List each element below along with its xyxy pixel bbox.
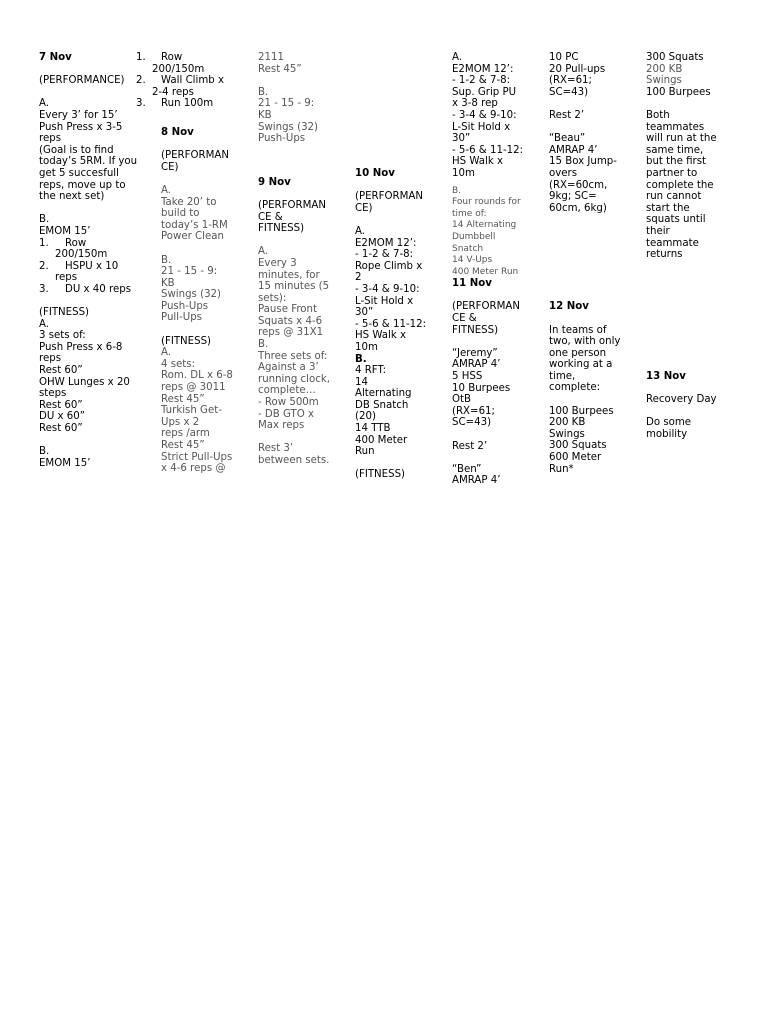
day-section-9-nov (258, 177, 353, 467)
text-line: A. (355, 225, 366, 237)
text-line: FITNESS) (258, 223, 305, 235)
text-line: two, with only (549, 336, 621, 348)
text-line: A. (161, 184, 172, 196)
text-line (549, 122, 641, 134)
text-line: (FITNESS) (161, 335, 212, 347)
day-section-12-nov (549, 301, 641, 475)
text-line (161, 139, 236, 151)
text-line: complete the (646, 179, 714, 191)
day-title-12-nov: 12 Nov (549, 301, 589, 313)
text-line: 10m (355, 341, 378, 353)
column-10-nov (355, 168, 447, 481)
text-line: CE) (161, 161, 179, 173)
text-line (39, 435, 135, 447)
text-line: Rest 60” (39, 365, 83, 377)
text-line: Rope Climb x (355, 260, 423, 272)
text-line (161, 173, 236, 185)
text-line: Push Press x 6-8 (39, 341, 123, 353)
text-line: overs (549, 167, 578, 179)
text-line: 400 Meter Run (452, 266, 519, 277)
text-line: partner to (646, 167, 698, 179)
text-line (452, 336, 544, 348)
text-line: Alternating (355, 388, 412, 400)
list-item: 1. Row 200/150m (136, 52, 205, 75)
text-line: A. (39, 318, 50, 330)
text-line: FITNESS) (452, 324, 499, 336)
text-line (549, 98, 641, 110)
text-line: Swings (549, 428, 585, 440)
text-line: - 1-2 & 7-8: (355, 249, 414, 261)
text-line (258, 75, 353, 87)
list-item: 2. Wall Climb x 2-4 reps (136, 75, 224, 98)
text-line: OtB (452, 394, 472, 406)
text-line: 10 Burpees (452, 382, 511, 394)
text-line: 21 - 15 - 9: (161, 266, 218, 278)
text-line: E2MOM 12’: (452, 63, 514, 75)
text-line: A. (452, 52, 463, 63)
text-line: A. (161, 347, 172, 359)
text-line: (PERFORMAN (355, 191, 423, 203)
column-11-nov (452, 52, 544, 487)
text-line: SC=43) (452, 417, 492, 429)
text-line: 9kg; SC= (549, 191, 597, 203)
text-line: (PERFORMAN (161, 150, 229, 162)
text-line: between sets. (258, 455, 330, 466)
text-line (161, 324, 236, 336)
day-title-13-nov: 13 Nov (646, 370, 686, 382)
text-line: Strict Pull-Ups (161, 451, 233, 463)
text-line (161, 243, 236, 255)
text-line: Both (646, 109, 670, 121)
text-line: “Beau” (549, 133, 586, 145)
text-line: A. (39, 98, 50, 110)
text-line: B. (161, 254, 172, 266)
text-line: B. (39, 214, 50, 226)
text-line: 20 Pull-ups (549, 63, 606, 75)
text-line: E2MOM 12’: (355, 237, 417, 249)
day-title-10-nov: 10 Nov (355, 168, 395, 179)
text-line: Turkish Get- (161, 405, 222, 417)
text-line: 300 Squats (549, 440, 607, 452)
text-line: the next set) (39, 191, 105, 203)
text-line: B. (39, 446, 50, 458)
text-line: Ups x 2 (161, 416, 200, 428)
text-line: Every 3 (258, 257, 297, 269)
column-8-nov (136, 52, 236, 475)
text-line: - 5-6 & 11-12: (452, 144, 524, 156)
text-line: Pull-Ups (161, 312, 202, 324)
text-line: complete: (549, 382, 601, 394)
day-section-8-nov (136, 127, 236, 475)
text-line: In teams of (549, 324, 607, 336)
text-line: - 1-2 & 7-8: (452, 75, 511, 87)
text-line (258, 188, 353, 200)
text-line: Rest 2’ (452, 440, 488, 452)
text-line: time, (549, 370, 576, 382)
text-line: KB (258, 109, 272, 121)
text-line: (PERFORMAN (452, 301, 520, 313)
list-item: 1. Row 200/150m (39, 237, 108, 261)
text-line (39, 64, 135, 76)
text-line: KB (161, 277, 175, 289)
text-line: 100 Burpees (646, 86, 711, 98)
text-line: 14 V-Ups (452, 255, 493, 266)
text-line: same time, (646, 144, 704, 156)
text-line: “Ben” (452, 463, 482, 475)
text-line: (PERFORMANCE) (39, 75, 125, 87)
text-line (549, 313, 641, 325)
text-line: build to (161, 208, 200, 220)
text-line: x 4-6 reps @ (161, 463, 226, 475)
text-line: today’s 5RM. If you (39, 156, 138, 168)
text-line: 14 Alternating (452, 220, 517, 231)
text-line: mobility (646, 428, 688, 440)
text-line: minutes, for (258, 269, 320, 281)
text-line: 5 HSS (452, 371, 483, 383)
text-line: 200 KB (646, 63, 683, 75)
text-line: sets): (258, 292, 287, 304)
text-line (549, 394, 641, 406)
text-line: reps @ 31X1 (258, 327, 324, 339)
text-line: 14 TTB (355, 423, 391, 435)
text-line: - 3-4 & 9-10: (355, 283, 420, 295)
text-line: get 5 succesfull (39, 167, 119, 179)
text-line (646, 382, 746, 394)
text-line: 2111 (258, 52, 284, 63)
text-line: “Jeremy” (452, 347, 498, 359)
text-line (355, 458, 447, 470)
text-line: CE & (452, 313, 477, 325)
day-section-13-nov (646, 371, 746, 441)
text-line: HS Walk x (355, 330, 407, 342)
text-line (39, 295, 135, 307)
text-line: start the (646, 202, 690, 214)
text-line: Recovery Day (646, 393, 717, 405)
text-line: 10 PC (549, 52, 579, 63)
text-line: Sup. Grip PU (452, 86, 517, 98)
text-line: AMRAP 4’ (452, 475, 501, 487)
list-item: 2. HSPU x 10 reps (39, 260, 119, 284)
text-line: Snatch (452, 243, 484, 254)
text-line: 2 (355, 272, 362, 284)
text-line: Rest 60” (39, 399, 83, 411)
text-line: 4 RFT: (355, 365, 387, 377)
text-line: - DB GTO x (258, 408, 315, 420)
text-line: squats until (646, 214, 706, 226)
text-line: teammate (646, 237, 699, 249)
column-12-nov (549, 52, 641, 475)
text-line: run cannot (646, 191, 702, 203)
text-line: EMOM 15’ (39, 457, 91, 469)
text-line: AMRAP 4’ (549, 144, 598, 156)
text-line: x 3-8 rep (452, 98, 498, 110)
text-line: HS Walk x (452, 156, 504, 168)
text-line: Rest 60” (39, 423, 83, 434)
text-line: A. (258, 246, 269, 258)
text-line: - 3-4 & 9-10: (452, 109, 517, 121)
column-13-nov (646, 52, 746, 440)
text-line: teammates (646, 121, 705, 133)
text-line: one person (549, 347, 607, 359)
text-line: - 5-6 & 11-12: (355, 318, 427, 330)
text-line: (PERFORMAN (258, 199, 326, 211)
text-line (258, 432, 353, 444)
text-line: (FITNESS) (39, 307, 90, 319)
text-line: AMRAP 4’ (452, 359, 501, 371)
text-line: Swings (32) (258, 121, 319, 133)
text-line: Do some (646, 417, 692, 429)
text-line: reps @ 3011 (161, 382, 226, 394)
text-line: 10m (452, 167, 475, 179)
text-line: today’s 1-RM (161, 219, 228, 231)
text-line: Against a 3’ (258, 362, 319, 374)
text-line: working at a (549, 359, 613, 371)
text-line: Rest 3’ (258, 443, 294, 455)
text-line: OHW Lunges x 20 (39, 376, 130, 388)
text-line: running clock, (258, 373, 330, 385)
text-line (452, 429, 544, 441)
text-line (452, 290, 544, 302)
text-line: reps /arm (161, 428, 210, 440)
text-line: 14 (355, 376, 368, 388)
text-line: will run at the (646, 133, 717, 145)
text-line: 300 Squats (646, 52, 704, 63)
text-line: Rest 45” (161, 393, 205, 405)
text-line: DB Snatch (355, 399, 409, 411)
text-line: 15 Box Jump- (549, 156, 617, 168)
text-line: reps (39, 133, 62, 145)
text-line: Take 20’ to (161, 196, 217, 208)
text-line: Run (355, 446, 375, 458)
text-line: 3 sets of: (39, 330, 86, 342)
day-title-8-nov: 8 Nov (161, 126, 194, 138)
text-line (355, 180, 447, 192)
text-line (39, 203, 135, 215)
text-line: SC=43) (549, 86, 589, 98)
text-line: Run* (549, 463, 574, 475)
text-line: B. (452, 185, 462, 196)
text-line: (Goal is to find (39, 144, 114, 156)
text-line: (20) (355, 411, 376, 423)
text-line (646, 405, 746, 417)
text-line: L-Sit Hold x (452, 121, 511, 133)
text-line: complete… (258, 385, 316, 397)
text-line: 4 sets: (161, 358, 196, 370)
text-line: Power Clean (161, 231, 224, 243)
text-line: Swings (646, 75, 682, 87)
text-line: Squats x 4-6 (258, 315, 323, 327)
text-line (355, 214, 447, 226)
text-line: Push Press x 3-5 (39, 121, 123, 133)
column-7-nov (39, 52, 138, 469)
text-line: 400 Meter (355, 434, 408, 446)
text-line: steps (39, 388, 67, 400)
text-line: Rest 45” (258, 63, 302, 75)
day-title-9-nov: 9 Nov (258, 176, 291, 188)
text-line: 100 Burpees (549, 405, 614, 417)
text-line: Swings (32) (161, 289, 222, 301)
text-line: Four rounds for (452, 197, 521, 208)
text-line: 60cm, 6kg) (549, 202, 607, 214)
text-line: CE) (355, 202, 373, 214)
text-line: reps (39, 353, 62, 365)
text-line: reps, move up to (39, 179, 126, 191)
text-line: B. (258, 86, 269, 98)
text-line: EMOM 15’ (39, 225, 91, 237)
text-line: (RX=60cm, (549, 179, 608, 191)
text-line: B. (258, 339, 269, 351)
text-line: Rom. DL x 6-8 (161, 370, 233, 382)
text-line: CE & (258, 211, 283, 223)
text-line: - Row 500m (258, 397, 319, 409)
text-line: Rest 2’ (549, 109, 585, 121)
text-line: 21 - 15 - 9: (258, 98, 315, 110)
text-line (646, 98, 746, 110)
text-line: Push-Ups (258, 133, 306, 145)
text-line: Every 3’ for 15’ (39, 109, 118, 121)
text-line: Push-Ups (161, 300, 209, 312)
text-line: (RX=61; (452, 405, 495, 417)
list-item: 3. Run 100m (136, 98, 214, 110)
text-line: their (646, 225, 670, 237)
text-line: 200 KB (549, 417, 586, 429)
text-line (258, 235, 353, 247)
text-line: 30” (355, 307, 374, 319)
text-line: Rest 45” (161, 440, 205, 451)
column-9-nov (258, 52, 353, 467)
text-line: L-Sit Hold x (355, 295, 414, 307)
text-line (39, 87, 135, 99)
text-line: (RX=61; (549, 75, 592, 87)
text-line: but the first (646, 156, 707, 168)
text-line: returns (646, 249, 683, 261)
text-line: Dumbbell (452, 231, 496, 242)
text-line: 15 minutes (5 (258, 281, 330, 293)
text-line: Pause Front (258, 304, 317, 316)
text-line: 600 Meter (549, 452, 602, 464)
text-line: 30” (452, 133, 471, 145)
day-title-11-nov: 11 Nov (452, 278, 492, 290)
text-line: Three sets of: (258, 350, 328, 362)
text-line: (FITNESS) (355, 469, 406, 481)
day-title-7-nov: 7 Nov (39, 52, 72, 63)
section-label-b: B. (355, 353, 367, 365)
text-line (452, 452, 544, 464)
text-line: time of: (452, 208, 487, 219)
text-line: Max reps (258, 420, 305, 432)
text-line: DU x 60” (39, 411, 86, 423)
list-item: 3. DU x 40 reps (39, 283, 132, 295)
